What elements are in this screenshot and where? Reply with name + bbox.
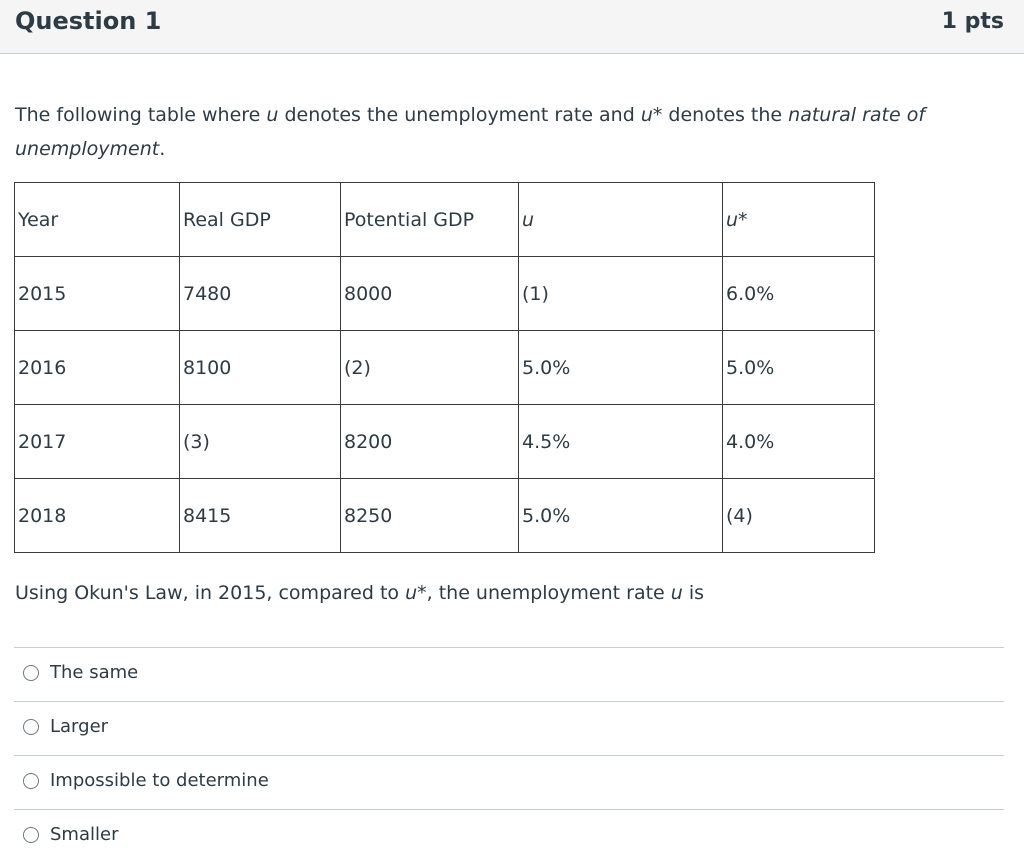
radio-button[interactable] xyxy=(23,719,39,735)
table-cell: (4) xyxy=(723,479,875,553)
prompt-var-u: u xyxy=(670,582,683,604)
table-cell: 8100 xyxy=(180,331,341,405)
table-cell: 8415 xyxy=(180,479,341,553)
intro-var-u: u xyxy=(266,104,279,126)
question-intro xyxy=(15,98,1005,166)
table-cell: (2) xyxy=(341,331,519,405)
answer-label[interactable]: The same xyxy=(50,662,139,683)
intro-var-ustar: u* xyxy=(640,104,663,126)
prompt-text-3: is xyxy=(682,582,705,604)
table-cell: 4.5% xyxy=(519,405,723,479)
question-prompt xyxy=(15,582,704,604)
answer-label[interactable]: Smaller xyxy=(50,824,119,845)
prompt-var-ustar: u* xyxy=(405,582,427,604)
intro-text-1: The following table where xyxy=(15,104,267,126)
table-cell: 5.0% xyxy=(519,331,723,405)
table-row xyxy=(15,331,875,405)
table-cell: 2016 xyxy=(15,331,180,405)
table-cell: (3) xyxy=(180,405,341,479)
header-u: u xyxy=(519,183,723,257)
question-header xyxy=(0,0,1024,54)
answer-label[interactable]: Impossible to determine xyxy=(50,770,269,791)
answer-option-the-same[interactable] xyxy=(14,647,1004,701)
answer-list xyxy=(14,647,1004,863)
table-cell: 4.0% xyxy=(723,405,875,479)
radio-button[interactable] xyxy=(23,665,39,681)
table-row xyxy=(15,257,875,331)
table-cell: 6.0% xyxy=(723,257,875,331)
header-year: Year xyxy=(15,183,180,257)
table-cell: 8000 xyxy=(341,257,519,331)
question-points: 1 pts xyxy=(941,9,1004,34)
table-cell: 5.0% xyxy=(723,331,875,405)
table-row xyxy=(15,405,875,479)
header-potential-gdp: Potential GDP xyxy=(341,183,519,257)
answer-option-larger[interactable] xyxy=(14,701,1004,755)
answer-option-smaller[interactable] xyxy=(14,809,1004,863)
table-cell: 8250 xyxy=(341,479,519,553)
question-title: Question 1 xyxy=(15,7,162,35)
intro-natural-rate: natural rate of unemployment xyxy=(15,104,926,160)
table-row xyxy=(15,479,875,553)
table-cell: (1) xyxy=(519,257,723,331)
radio-button[interactable] xyxy=(23,773,39,789)
header-ustar: u* xyxy=(723,183,875,257)
table-cell: 2017 xyxy=(15,405,180,479)
data-table xyxy=(14,182,875,553)
answer-option-impossible[interactable] xyxy=(14,755,1004,809)
table-cell: 2015 xyxy=(15,257,180,331)
table-cell: 7480 xyxy=(180,257,341,331)
table-cell: 2018 xyxy=(15,479,180,553)
intro-text-2: denotes the unemployment rate and xyxy=(278,104,641,126)
header-real-gdp: Real GDP xyxy=(180,183,341,257)
radio-button[interactable] xyxy=(23,827,39,843)
answer-label[interactable]: Larger xyxy=(50,716,109,737)
prompt-text-1: Using Okun's Law, in 2015, compared to xyxy=(15,582,406,604)
table-cell: 8200 xyxy=(341,405,519,479)
table-cell: 5.0% xyxy=(519,479,723,553)
intro-text-3: denotes the xyxy=(662,104,789,126)
prompt-text-2: , the unemployment rate xyxy=(426,582,671,604)
table-header-row xyxy=(15,183,875,257)
intro-text-4: . xyxy=(159,138,166,160)
